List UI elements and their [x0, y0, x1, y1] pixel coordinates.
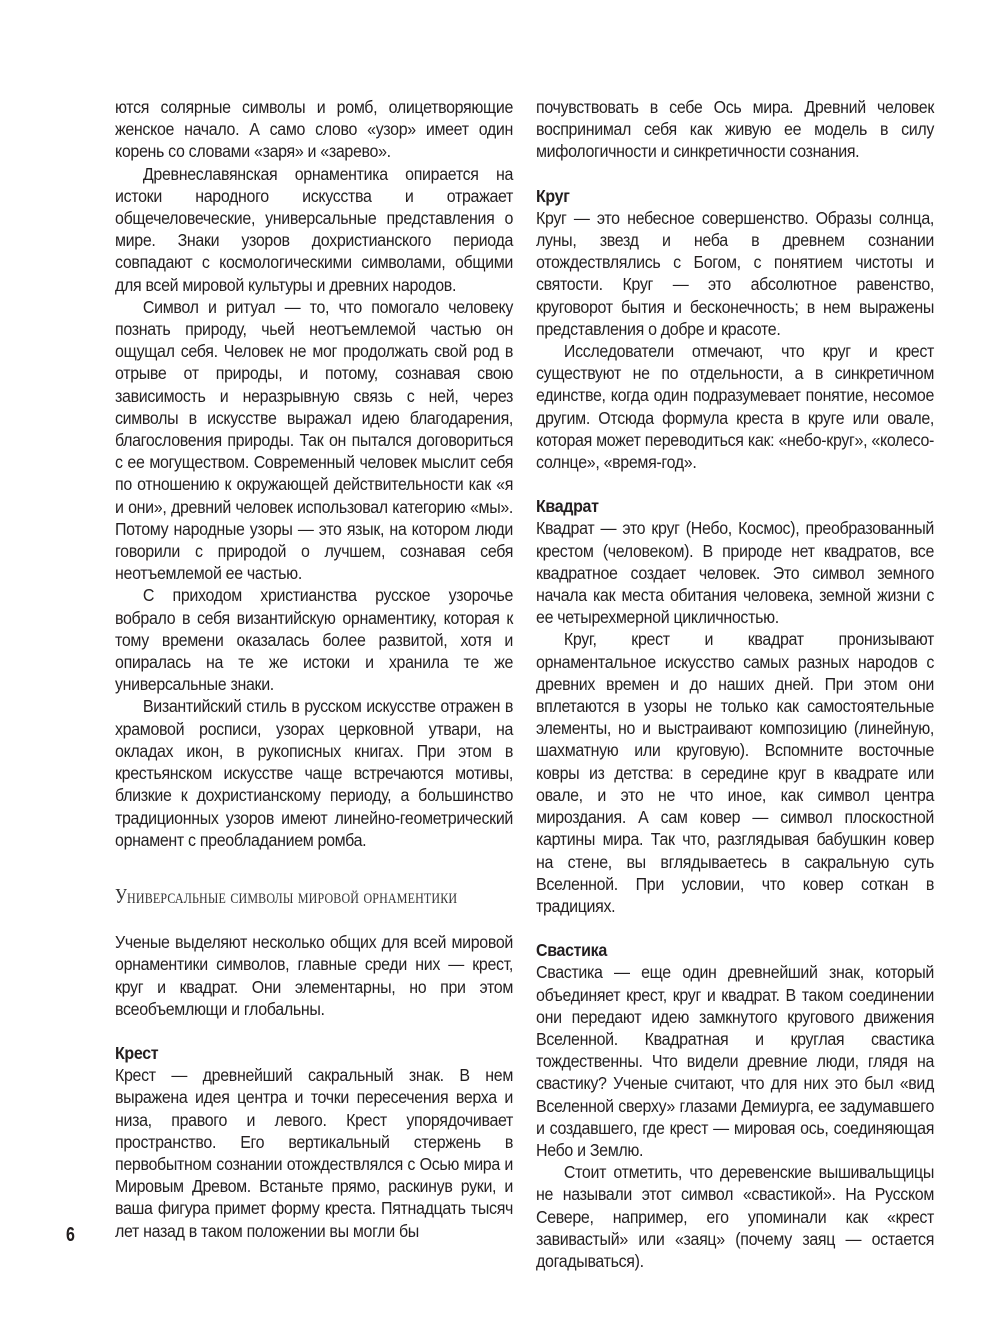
section-title: Универсальные символы мировой орнаментики: [115, 883, 458, 908]
paragraph: Круг — это небесное совершенство. Образы солнца, луны, звезд и неба в древнем сознании отождествлялись с Богом, с понятием чистоты и святости. Круг — это абсолютное равенство, круговорот бытия и бесконечность; в нем выражены представления о добре и красоте.: [536, 207, 935, 339]
left-column: [115, 96, 513, 1242]
subheading-circle: Круг: [536, 185, 570, 206]
paragraph: ются солярные символы и ромб, олицетворяющие женское начало. А само слово «узор» имеет один корень со словами «заря» и «зарево».: [115, 97, 514, 162]
subheading-square: Квадрат: [536, 496, 599, 517]
spacer: [536, 473, 934, 495]
paragraph: Символ и ритуал — то, что помогало человеку познать природу, чьей неотъемлемой частью он ощущал себя. Человек не мог продолжать свой род в отрыве от природы, и потому, сознавая свою зависимость и неразрывную связь с ней, через символы в искусстве выражал идею благодарения, благословения природы. Так он пытался договориться с ее могуществом. Современный человек мыслит себя по отношению к окружающей действительности как «я и они», древний человек использовал категорию «мы». Потому народные узоры — это язык, на котором люди говорили с природой о лучшем, сознавая себя неотъемлемой ее частью.: [115, 296, 514, 584]
spacer: [115, 907, 513, 931]
paragraph: Ученые выделяют несколько общих для всей мировой орнаментики символов, главные среди них — крест, круг и квадрат. Они элементарны, но при этом всеобъемлющи и глобальны.: [115, 932, 514, 1019]
paragraph: Византийский стиль в русском искусстве отражен в храмовой росписи, узорах церковной утвари, на окладах икон, в рукописных книгах. При этом в крестьянском искусстве чаще встречаются мотивы, близкие к дохристианскому периоду, а большинство традиционных узоров имеют линейно-геометрический орнамент с преобладанием ромба.: [115, 696, 514, 850]
paragraph: Древнеславянская орнаментика опирается на истоки народного искусства и отражает общечеловеческие, универсальные представления о мире. Знаки узоров дохристианского периода совпадают с космологическими символами, общими для всей мировой культуры и древних народов.: [115, 163, 514, 295]
subheading-cross: Крест: [115, 1042, 159, 1063]
spacer: [536, 917, 934, 939]
spacer: [115, 1020, 513, 1042]
paragraph: Квадрат — это круг (Небо, Космос), преобразованный крестом (человеком). В природе нет квадратов, все квадратное создает человек. Это символ земного начала как места обитания человека, земной жизни с ее четырехмерной цикличностью.: [536, 518, 935, 628]
paragraph: Стоит отметить, что деревенские вышивальщицы не называли этот символ «свастикой». На Русском Севере, например, его упоминали как «крест завивастый» или «заяц» (почему заяц — остается догадываться).: [536, 1162, 935, 1271]
spacer: [115, 851, 513, 885]
paragraph: С приходом христианства русское узорочье вобрало в себя византийскую орнаментику, которая к тому времени оказалась более развитой, хотя и опиралась на те же истоки и хранила те же универсальные знаки.: [115, 585, 514, 695]
paragraph: Крест — древнейший сакральный знак. В нем выражена идея центра и точки пересечения верха и низа, правого и левого. Крест упорядочивает пространство. Его вертикальный стержень в первобытном сознании отождествлялся с Осью мира и Мировым Древом. Встаньте прямо, раскинув руки, и ваша фигура примет форму креста. Пятнадцать тысяч лет назад в таком положении вы могли бы: [115, 1065, 514, 1241]
paragraph: Свастика — еще один древнейший знак, который объединяет крест, круг и квадрат. В таком соединении они передают идею замкнутого кругового движения Вселенной. Квадратная и круглая свастика тождественны. Что видели древние люди, глядя на свастику? Ученые считают, что для них это был «вид Вселенной сверху» глазами Демиурга, ее задумавшего и создавшего, где крест — мировая ось, соединяющая Небо и Землю.: [536, 962, 935, 1160]
subheading-swastika: Свастика: [536, 940, 607, 961]
paragraph: Круг, крест и квадрат пронизывают орнаментальное искусство самых разных народов с древних времен и до наших дней. При этом они вплетаются в узоры не только как самостоятельные элементы, но и выстраивают композицию (линейную, шахматную или круговую). Вспомните восточные ковры из детства: в середине круг в квадрате или овале, и это не что иное, как символ центра мироздания. А сам ковер — символ плоскостной картины мира. Так что, разглядывая бабушкин ковер на стене, вы вглядываетесь в сакральную суть Вселенной. При условии, что ковер соткан в традициях.: [536, 629, 935, 916]
paragraph: почувствовать в себе Ось мира. Древний человек воспринимал себя как живую ее модель в силу мифологичности и синкретичности сознания.: [536, 97, 935, 162]
page-number: 6: [66, 1224, 75, 1246]
right-column: [536, 96, 934, 1272]
paragraph: Исследователи отмечают, что круг и крест существуют не по отдельности, а в синкретичном единстве, когда один подразумевает понятие, несомое другим. Отсюда формула креста в круге или овале, которая может переводиться как: «небо-круг», «колесо-солнце», «время-год».: [536, 341, 935, 473]
spacer: [536, 163, 934, 185]
